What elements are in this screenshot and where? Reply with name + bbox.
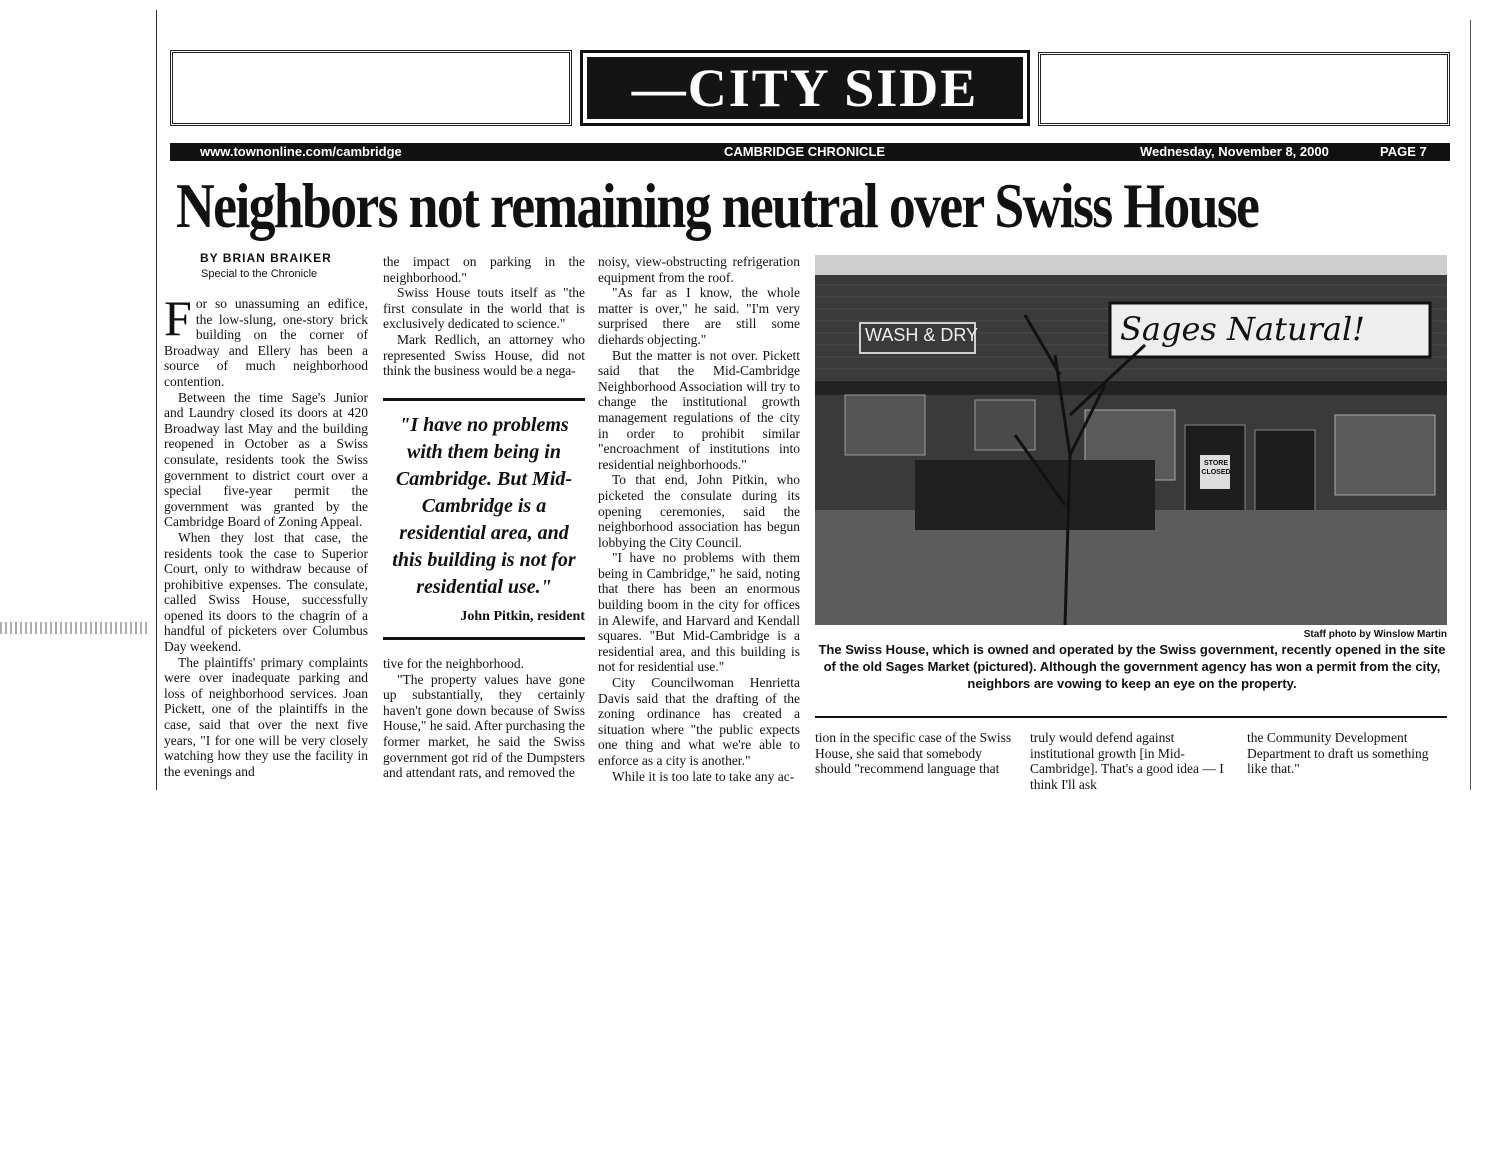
pullquote: "I have no problems with them being in Cambridge. But Mid-Cambridge is a residential area, and this building is not for residential use." bbox=[392, 414, 576, 598]
storefront-photo bbox=[815, 255, 1447, 625]
paper-name: CAMBRIDGE CHRONICLE bbox=[724, 144, 886, 159]
masthead-right-box bbox=[1038, 52, 1450, 126]
paragraph: Swiss House touts itself as "the first consulate in the world that is exclusively dedicated to science." bbox=[383, 285, 585, 332]
pullquote-attribution: John Pitkin, resident bbox=[460, 609, 585, 624]
paragraph-text: or so unassuming an edifice, the low-slung, one-story brick building on the corner of Broadway and Ellery has been a source of much neighborhood contention. bbox=[164, 296, 368, 389]
pullquote-rule-top bbox=[383, 398, 585, 401]
paragraph: the impact on parking in the neighborhood." bbox=[383, 254, 585, 285]
paragraph: "The property values have gone up substantially, they certainly haven't gone down because of Swiss House," he said. After purchasing the former market, he said the Swiss government got rid of the Dumpsters and attendant rats, and removed the bbox=[383, 671, 585, 781]
article-column-1 bbox=[164, 290, 368, 779]
article-column-5: truly would defend against institutional growth [in Mid-Cambridge]. That's a good idea — I think I'll ask bbox=[1030, 730, 1224, 792]
photo-caption: The Swiss House, which is owned and operated by the Swiss government, recently opened in the site of the old Sages Market (pictured). Although the government agency has won a permit from the city, neighbors are vowing to keep an eye on the property. bbox=[818, 642, 1446, 691]
paragraph: noisy, view-obstructing refrigeration equipment from the roof. bbox=[598, 254, 800, 285]
paragraph: City Councilwoman Henrietta Davis said that the drafting of the zoning ordinance has created a situation where "the public expects one thing and what we're able to enforce as a city is another." bbox=[598, 675, 800, 768]
scan-edge-right bbox=[1470, 20, 1471, 790]
store-closed-sign: STORE CLOSED bbox=[1201, 460, 1231, 476]
scan-edge-left bbox=[156, 10, 157, 790]
article-column-6: the Community Development Department to draft us something like that." bbox=[1247, 730, 1429, 777]
section-title: —CITY SIDE bbox=[631, 58, 979, 118]
info-bar bbox=[170, 143, 1450, 161]
wash-dry-sign: WASH & DRY bbox=[865, 325, 979, 345]
paragraph: "I have no problems with them being in Cambridge," he said, noting that there has been an enormous building boom in the city for offices in Alewife, and Harvard and Kendall squares. "But Mid-Cambridge is a residential area, and this building is not for residential use." bbox=[598, 550, 800, 675]
scan-speckle bbox=[0, 622, 150, 634]
article-column-2 bbox=[383, 254, 585, 379]
paragraph bbox=[164, 290, 368, 390]
paragraph: tive for the neighborhood. bbox=[383, 656, 524, 671]
photo-credit: Staff photo by Winslow Martin bbox=[1303, 629, 1447, 640]
paragraph: Mark Redlich, an attorney who represented Swiss House, did not think the business would be a nega- bbox=[383, 331, 585, 379]
paragraph: When they lost that case, the residents took the case to Superior Court, only to withdraw because of prohibitive expenses. The consulate, called Swiss House, successfully opened its doors to the chagrin of a handful of picketers over Columbus Day weekend. bbox=[164, 529, 368, 655]
paragraph: To that end, John Pitkin, who picketed the consulate during its opening ceremonies, said the neighborhood association has begun lobbying the City Council. bbox=[598, 472, 800, 550]
caption-rule bbox=[815, 716, 1447, 718]
paragraph: Between the time Sage's Junior and Laundry closed its doors at 420 Broadway last May and the building reopened in October as a Swiss consulate, residents took the Swiss government to district court over a special five-year permit the government was granted by the Cambridge Board of Zoning Appeal. bbox=[164, 389, 368, 530]
masthead-left-box bbox=[170, 50, 572, 126]
masthead-banner bbox=[580, 50, 1030, 126]
drop-cap: F bbox=[164, 290, 192, 346]
paragraph: The plaintiffs' primary complaints were over inadequate parking and loss of neighborhood services. Joan Pickett, one of the plaintiffs in the case, said that over the next five years, "I for one will be very closely watching how they use the facility in the evenings and bbox=[164, 654, 368, 779]
masthead-banner-inner bbox=[587, 57, 1023, 119]
paragraph: But the matter is not over. Pickett said that the Mid-Cambridge Neighborhood Association will try to change the institutional growth management regulations of the city in order to prohibit similar "encroachment of institutions into residential neighborhoods." bbox=[598, 347, 800, 472]
article-column-4: tion in the specific case of the Swiss House, she said that somebody should "recommend language that bbox=[815, 730, 1012, 777]
article-column-2-continued bbox=[383, 656, 585, 781]
byline-subtitle: Special to the Chronicle bbox=[201, 268, 318, 280]
headline: Neighbors not remaining neutral over Swiss House bbox=[176, 170, 1259, 241]
paragraph: While it is too late to take any ac- bbox=[612, 768, 795, 784]
sages-sign: Sages Natural! bbox=[1120, 310, 1366, 348]
page-number: PAGE 7 bbox=[1380, 144, 1427, 159]
article-column-3 bbox=[598, 254, 800, 784]
site-url: www.townonline.com/cambridge bbox=[200, 144, 402, 159]
paragraph: "As far as I know, the whole matter is over," he said. "I'm very surprised there are still some diehards objecting." bbox=[598, 285, 800, 347]
pullquote-rule-bottom bbox=[383, 637, 585, 640]
issue-date: Wednesday, November 8, 2000 bbox=[1140, 144, 1329, 159]
byline: BY BRIAN BRAIKER bbox=[200, 251, 332, 265]
